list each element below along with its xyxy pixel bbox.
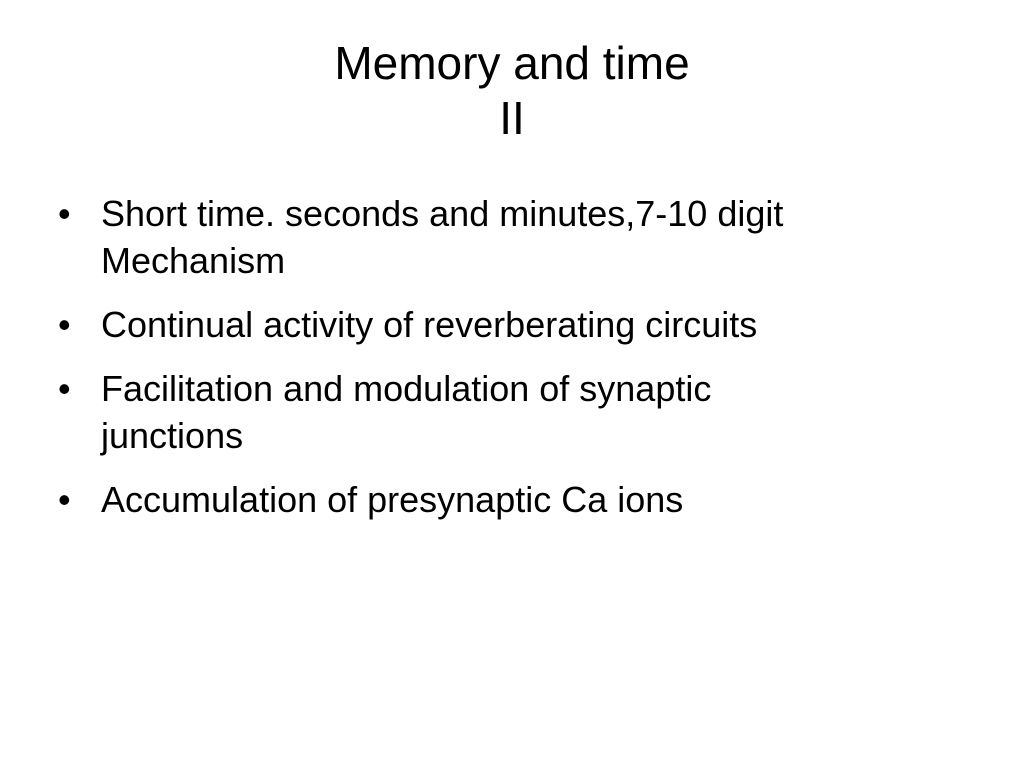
slide-title — [0, 36, 1024, 146]
bullet-text-line: junctions — [101, 415, 244, 456]
slide-title-line-2: II — [499, 92, 525, 144]
bullet-item-3 — [58, 365, 978, 459]
bullet-text-line: Short time. seconds and minutes,7-10 digit — [101, 193, 784, 234]
bullet-text-line: Facilitation and modulation of synaptic — [101, 368, 712, 409]
bullet-dot-icon: • — [58, 304, 71, 345]
bullet-text-line: Mechanism — [101, 240, 286, 281]
bullet-item-4 — [58, 476, 978, 523]
bullet-dot-icon: • — [58, 479, 71, 520]
bullet-list — [58, 190, 978, 540]
bullet-dot-icon: • — [58, 368, 71, 409]
bullet-text-line: Continual activity of reverberating circuits — [101, 304, 758, 345]
bullet-text-line: Accumulation of presynaptic Ca ions — [101, 479, 684, 520]
bullet-item-1 — [58, 190, 978, 284]
bullet-item-2 — [58, 301, 978, 348]
bullet-dot-icon: • — [58, 193, 71, 234]
slide-title-line-1: Memory and time — [334, 37, 690, 89]
